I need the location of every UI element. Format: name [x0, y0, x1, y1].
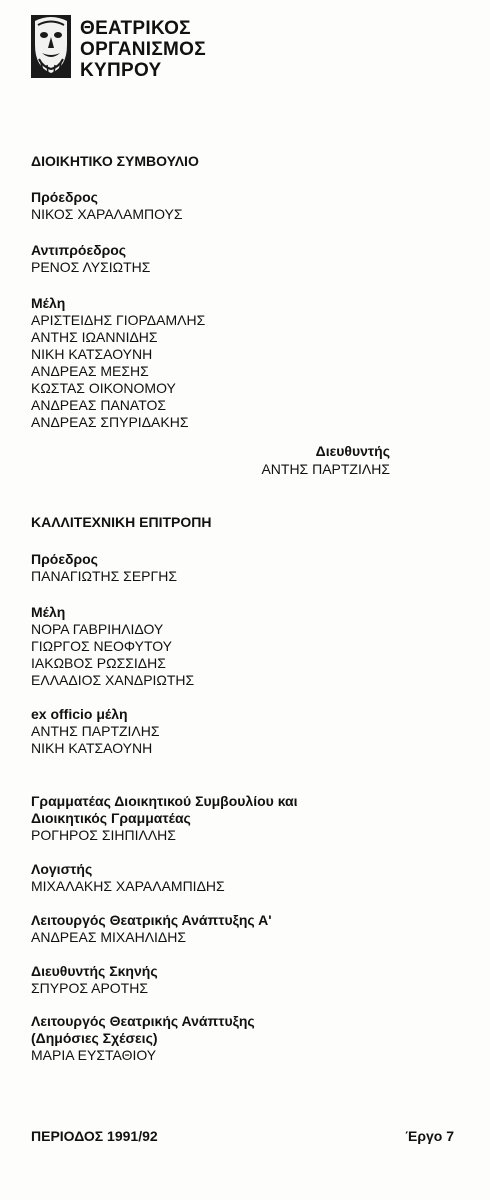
org-line: ΟΡΓΑΝΙΣΜΟΣ [80, 39, 206, 60]
dev-officer-label: Λειτουργός Θεατρικής Ανάπτυξης Α' [31, 912, 272, 928]
art-title: ΚΑΛΛΙΤΕΧΝΙΚΗ ΕΠΙΤΡΟΠΗ [31, 514, 212, 530]
art-chair-label: Πρόεδρος [31, 551, 98, 567]
secretary-label-line: Γραμματέας Διοικητικού Συμβουλίου και [31, 793, 298, 809]
exofficio-label: ex officio μέλη [31, 706, 128, 722]
director-name: ΑΝΤΗΣ ΠΑΡΤΖΙΛΗΣ [261, 461, 390, 477]
list-item: ΑΝΔΡΕΑΣ ΠΑΝΑΤΟΣ [31, 397, 167, 413]
board-vice-label: Αντιπρόεδρος [31, 242, 127, 258]
art-members-label: Μέλη [31, 604, 66, 620]
stage-director-name: ΣΠΥΡΟΣ ΑΡΟΤΗΣ [31, 980, 148, 996]
list-item: ΓΙΩΡΓΟΣ ΝΕΟΦΥΤΟΥ [31, 638, 173, 654]
secretary-label [31, 793, 298, 827]
pr-officer-label-line: Λειτουργός Θεατρικής Ανάπτυξης [31, 1013, 255, 1029]
list-item: ΕΛΛΑΔΙΟΣ ΧΑΝΔΡΙΩΤΗΣ [31, 672, 195, 688]
board-chair-name: ΝΙΚΟΣ ΧΑΡΑΛΑΜΠΟΥΣ [31, 206, 183, 222]
art-chair-name: ΠΑΝΑΓΙΩΤΗΣ ΣΕΡΓΗΣ [31, 568, 177, 584]
pr-officer-name: ΜΑΡΙΑ ΕΥΣΤΑΘΙΟΥ [31, 1047, 157, 1063]
list-item: ΑΝΤΗΣ ΙΩΑΝΝΙΔΗΣ [31, 329, 158, 345]
director-label: Διευθυντής [315, 443, 390, 459]
org-line: ΘΕΑΤΡΙΚΟΣ [80, 18, 191, 39]
pr-officer-label-line: (Δημόσιες Σχέσεις) [31, 1030, 158, 1046]
theatre-mask-logo [31, 15, 71, 78]
work-number: Έργο 7 [405, 1128, 454, 1144]
accountant-label: Λογιστής [31, 861, 93, 877]
board-title: ΔΙΟΙΚΗΤΙΚΟ ΣΥΜΒΟΥΛΙΟ [31, 153, 199, 169]
pr-officer-label [31, 1013, 255, 1047]
dev-officer-name: ΑΝΔΡΕΑΣ ΜΙΧΑΗΛΙΔΗΣ [31, 929, 187, 945]
art-members-list [31, 621, 194, 689]
board-chair-label: Πρόεδρος [31, 189, 98, 205]
org-line: ΚΥΠΡΟΥ [80, 60, 162, 81]
board-members-label: Μέλη [31, 295, 66, 311]
accountant-name: ΜΙΧΑΛΑΚΗΣ ΧΑΡΑΛΑΜΠΙΔΗΣ [31, 878, 225, 894]
list-item: ΝΙΚΗ ΚΑΤΣΑΟΥΝΗ [31, 346, 153, 362]
secretary-name: ΡΟΓΗΡΟΣ ΣΙΗΠΙΛΛΗΣ [31, 827, 176, 843]
list-item: ΑΝΔΡΕΑΣ ΣΠΥΡΙΔΑΚΗΣ [31, 414, 189, 430]
stage-director-label: Διευθυντής Σκηνής [31, 963, 158, 979]
organization-name [80, 18, 206, 81]
list-item: ΑΝΔΡΕΑΣ ΜΕΣΗΣ [31, 363, 149, 379]
secretary-label-line: Διοικητικός Γραμματέας [31, 810, 191, 826]
list-item: ΙΑΚΩΒΟΣ ΡΩΣΣΙΔΗΣ [31, 655, 166, 671]
list-item: ΝΟΡΑ ΓΑΒΡΙΗΛΙΔΟΥ [31, 621, 164, 637]
list-item: ΝΙΚΗ ΚΑΤΣΑΟΥΝΗ [31, 740, 153, 756]
list-item: ΑΝΤΗΣ ΠΑΡΤΖΙΛΗΣ [31, 723, 160, 739]
list-item: ΚΩΣΤΑΣ ΟΙΚΟΝΟΜΟΥ [31, 380, 176, 396]
exofficio-list [31, 723, 160, 757]
period-label: ΠΕΡΙΟΔΟΣ 1991/92 [31, 1128, 158, 1144]
board-vice-name: ΡΕΝΟΣ ΛΥΣΙΩΤΗΣ [31, 259, 151, 275]
board-members-list [31, 312, 205, 431]
list-item: ΑΡΙΣΤΕΙΔΗΣ ΓΙΟΡΔΑΜΛΗΣ [31, 312, 206, 328]
